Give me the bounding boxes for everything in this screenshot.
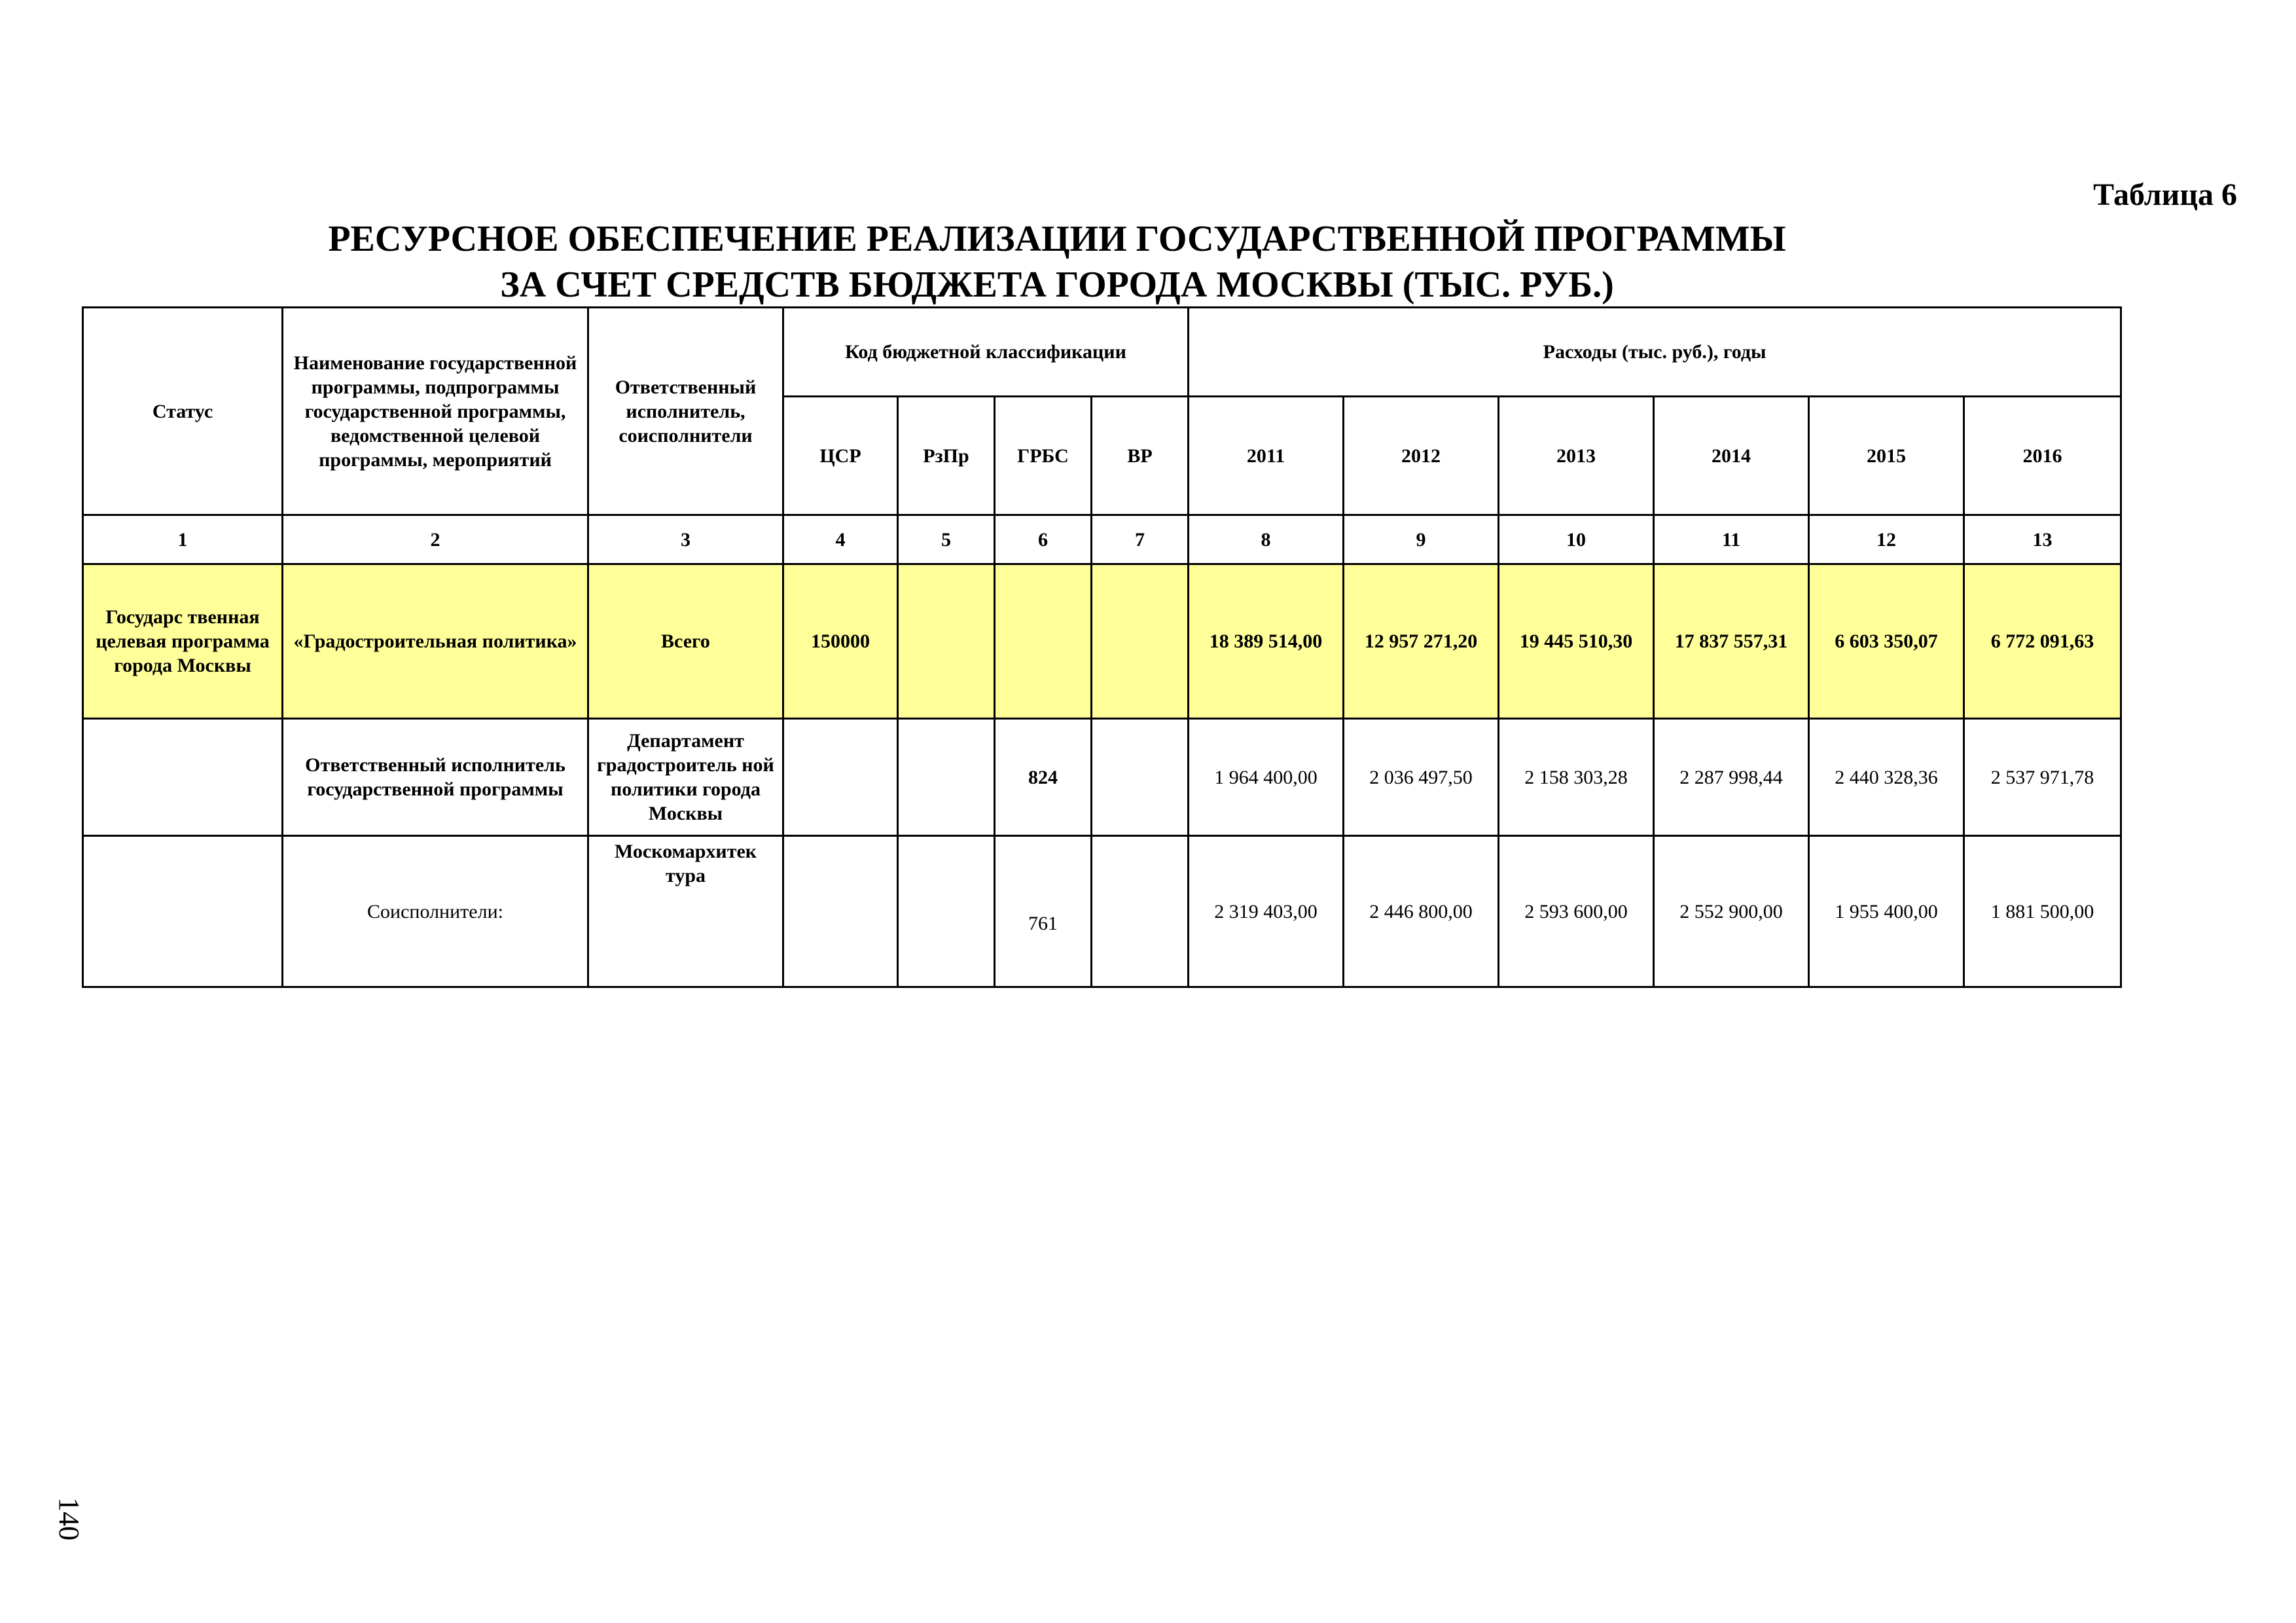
column-number-row	[83, 515, 2121, 564]
col-number: 12	[1809, 515, 1964, 564]
row-value-2014: 2 287 998,44	[1654, 719, 1809, 836]
col-number: 5	[898, 515, 995, 564]
row-value-2015: 2 440 328,36	[1809, 719, 1964, 836]
col-number: 9	[1344, 515, 1499, 564]
col-number: 4	[783, 515, 898, 564]
row-name: «Градостроительная политика»	[283, 564, 588, 719]
row-value-2015: 1 955 400,00	[1809, 836, 1964, 987]
row-value-2014: 2 552 900,00	[1654, 836, 1809, 987]
row-value-2013: 2 593 600,00	[1499, 836, 1654, 987]
header-year-2012: 2012	[1344, 397, 1499, 515]
row-status	[83, 719, 283, 836]
col-number: 7	[1092, 515, 1189, 564]
row-status: Государс твенная целевая программа города Москвы	[83, 564, 283, 719]
row-value-2011: 18 389 514,00	[1189, 564, 1344, 719]
table-row	[83, 719, 2121, 836]
col-number: 8	[1189, 515, 1344, 564]
row-value-2013: 19 445 510,30	[1499, 564, 1654, 719]
row-csr	[783, 836, 898, 987]
table-row	[83, 564, 2121, 719]
row-value-2013: 2 158 303,28	[1499, 719, 1654, 836]
header-row-1	[83, 308, 2121, 397]
row-csr	[783, 719, 898, 836]
budget-table	[82, 306, 2122, 988]
header-vr: ВР	[1092, 397, 1189, 515]
row-value-2015: 6 603 350,07	[1809, 564, 1964, 719]
col-number: 13	[1964, 515, 2121, 564]
header-budget-code: Код бюджетной классификации	[783, 308, 1189, 397]
header-csr: ЦСР	[783, 397, 898, 515]
header-exec: Ответственный исполнитель, соисполнители	[588, 308, 783, 515]
header-year-2013: 2013	[1499, 397, 1654, 515]
header-status: Статус	[83, 308, 283, 515]
row-grbs: 824	[995, 719, 1092, 836]
title-line-2: ЗА СЧЕТ СРЕДСТВ БЮДЖЕТА ГОРОДА МОСКВЫ (ТЫС. РУБ.)	[500, 264, 1614, 305]
row-value-2012: 12 957 271,20	[1344, 564, 1499, 719]
row-value-2016: 6 772 091,63	[1964, 564, 2121, 719]
row-value-2016: 2 537 971,78	[1964, 719, 2121, 836]
row-value-2011: 2 319 403,00	[1189, 836, 1344, 987]
row-name: Соисполнители:	[283, 836, 588, 987]
row-value-2012: 2 036 497,50	[1344, 719, 1499, 836]
page-title	[79, 216, 2036, 308]
row-value-2014: 17 837 557,31	[1654, 564, 1809, 719]
header-expenses: Расходы (тыс. руб.), годы	[1189, 308, 2121, 397]
table-label: Таблица 6	[2093, 177, 2237, 212]
row-grbs: 761	[995, 836, 1092, 987]
row-rzpr	[898, 564, 995, 719]
col-number: 1	[83, 515, 283, 564]
row-name: Ответственный исполнитель государственной программы	[283, 719, 588, 836]
row-csr: 150000	[783, 564, 898, 719]
row-vr	[1092, 719, 1189, 836]
header-name: Наименование государственной программы, подпрограммы государственной программы, ведомственной целевой программы, мероприятий	[283, 308, 588, 515]
header-grbs: ГРБС	[995, 397, 1092, 515]
row-exec: Департамент градостроитель ной политики города Москвы	[588, 719, 783, 836]
col-number: 6	[995, 515, 1092, 564]
row-vr	[1092, 836, 1189, 987]
row-exec: Москомархитек тура	[588, 836, 783, 987]
row-status	[83, 836, 283, 987]
col-number: 11	[1654, 515, 1809, 564]
header-year-2015: 2015	[1809, 397, 1964, 515]
col-number: 10	[1499, 515, 1654, 564]
row-grbs	[995, 564, 1092, 719]
header-year-2011: 2011	[1189, 397, 1344, 515]
col-number: 2	[283, 515, 588, 564]
header-year-2014: 2014	[1654, 397, 1809, 515]
row-value-2011: 1 964 400,00	[1189, 719, 1344, 836]
row-rzpr	[898, 719, 995, 836]
table-row	[83, 836, 2121, 987]
row-value-2016: 1 881 500,00	[1964, 836, 2121, 987]
header-rzpr: РзПр	[898, 397, 995, 515]
col-number: 3	[588, 515, 783, 564]
row-rzpr	[898, 836, 995, 987]
row-vr	[1092, 564, 1189, 719]
page-number: 140	[53, 1497, 85, 1541]
header-year-2016: 2016	[1964, 397, 2121, 515]
title-line-1: РЕСУРСНОЕ ОБЕСПЕЧЕНИЕ РЕАЛИЗАЦИИ ГОСУДАРСТВЕННОЙ ПРОГРАММЫ	[328, 219, 1786, 259]
row-value-2012: 2 446 800,00	[1344, 836, 1499, 987]
row-exec: Всего	[588, 564, 783, 719]
